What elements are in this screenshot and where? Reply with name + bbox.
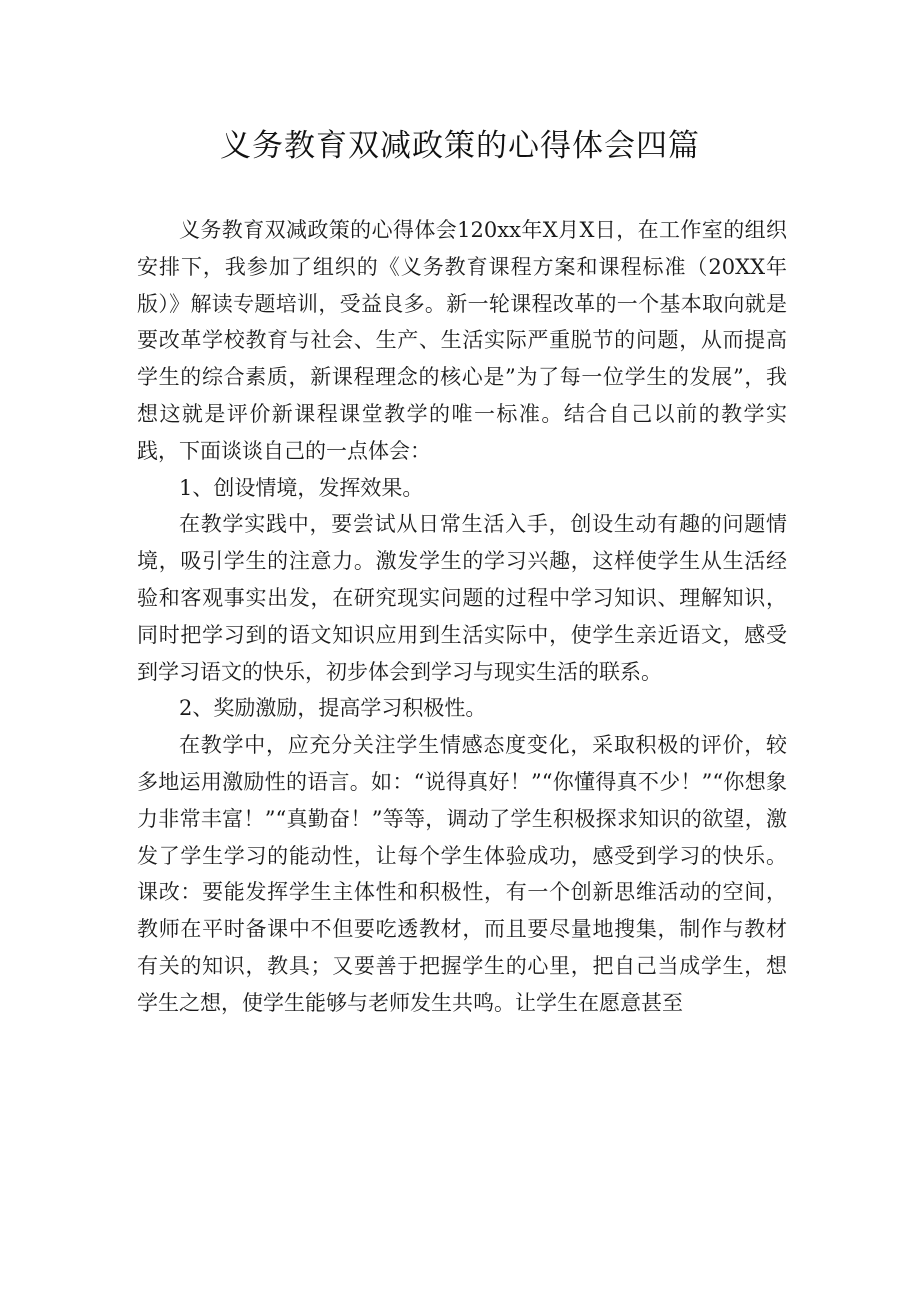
document-body	[137, 212, 787, 1022]
paragraph-intro: 义务教育双减政策的心得体会120xx年X月X日，在工作室的组织安排下，我参加了组织的《义务教育课程方案和课程标准（20XX年版）》解读专题培训，受益良多。新一轮课程改革的一个基本取向就是要改革学校教育与社会、生产、生活实际严重脱节的问题，从而提高学生的综合素质，新课程理念的核心是”为了每一位学生的发展”，我想这就是评价新课程课堂教学的唯一标准。结合自己以前的教学实践，下面谈谈自己的一点体会：	[137, 218, 787, 463]
document-title: 义务教育双减政策的心得体会四篇	[220, 128, 700, 164]
section-heading-1: 1、创设情境，发挥效果。	[179, 475, 424, 500]
paragraph-section-2: 在教学中，应充分关注学生情感态度变化，采取积极的评价，较多地运用激励性的语言。如：“说得真好！”“你懂得真不少！”“你想象力非常丰富！”“真勤奋！”等等，调动了学生积极探求知识的欲望，激发了学生学习的能动性，让每个学生体验成功，感受到学习的快乐。课改：要能发挥学生主体性和积极性，有一个创新思维活动的空间，教师在平时备课中不但要吃透教材，而且要尽量地搜集，制作与教材有关的知识，教具；又要善于把握学生的心里，把自己当成学生，想学生之想，使学生能够与老师发生共鸣。让学生在愿意甚至	[137, 733, 787, 1015]
section-heading-2: 2、奖励激励，提高学习积极性。	[179, 696, 487, 721]
paragraph-section-1: 在教学实践中，要尝试从日常生活入手，创设生动有趣的问题情境，吸引学生的注意力。激发学生的学习兴趣，这样使学生从生活经验和客观事实出发，在研究现实问题的过程中学习知识、理解知识，同时把学习到的语文知识应用到生活实际中，使学生亲近语文，感受到学习语文的快乐，初步体会到学习与现实生活的联系。	[137, 512, 787, 684]
